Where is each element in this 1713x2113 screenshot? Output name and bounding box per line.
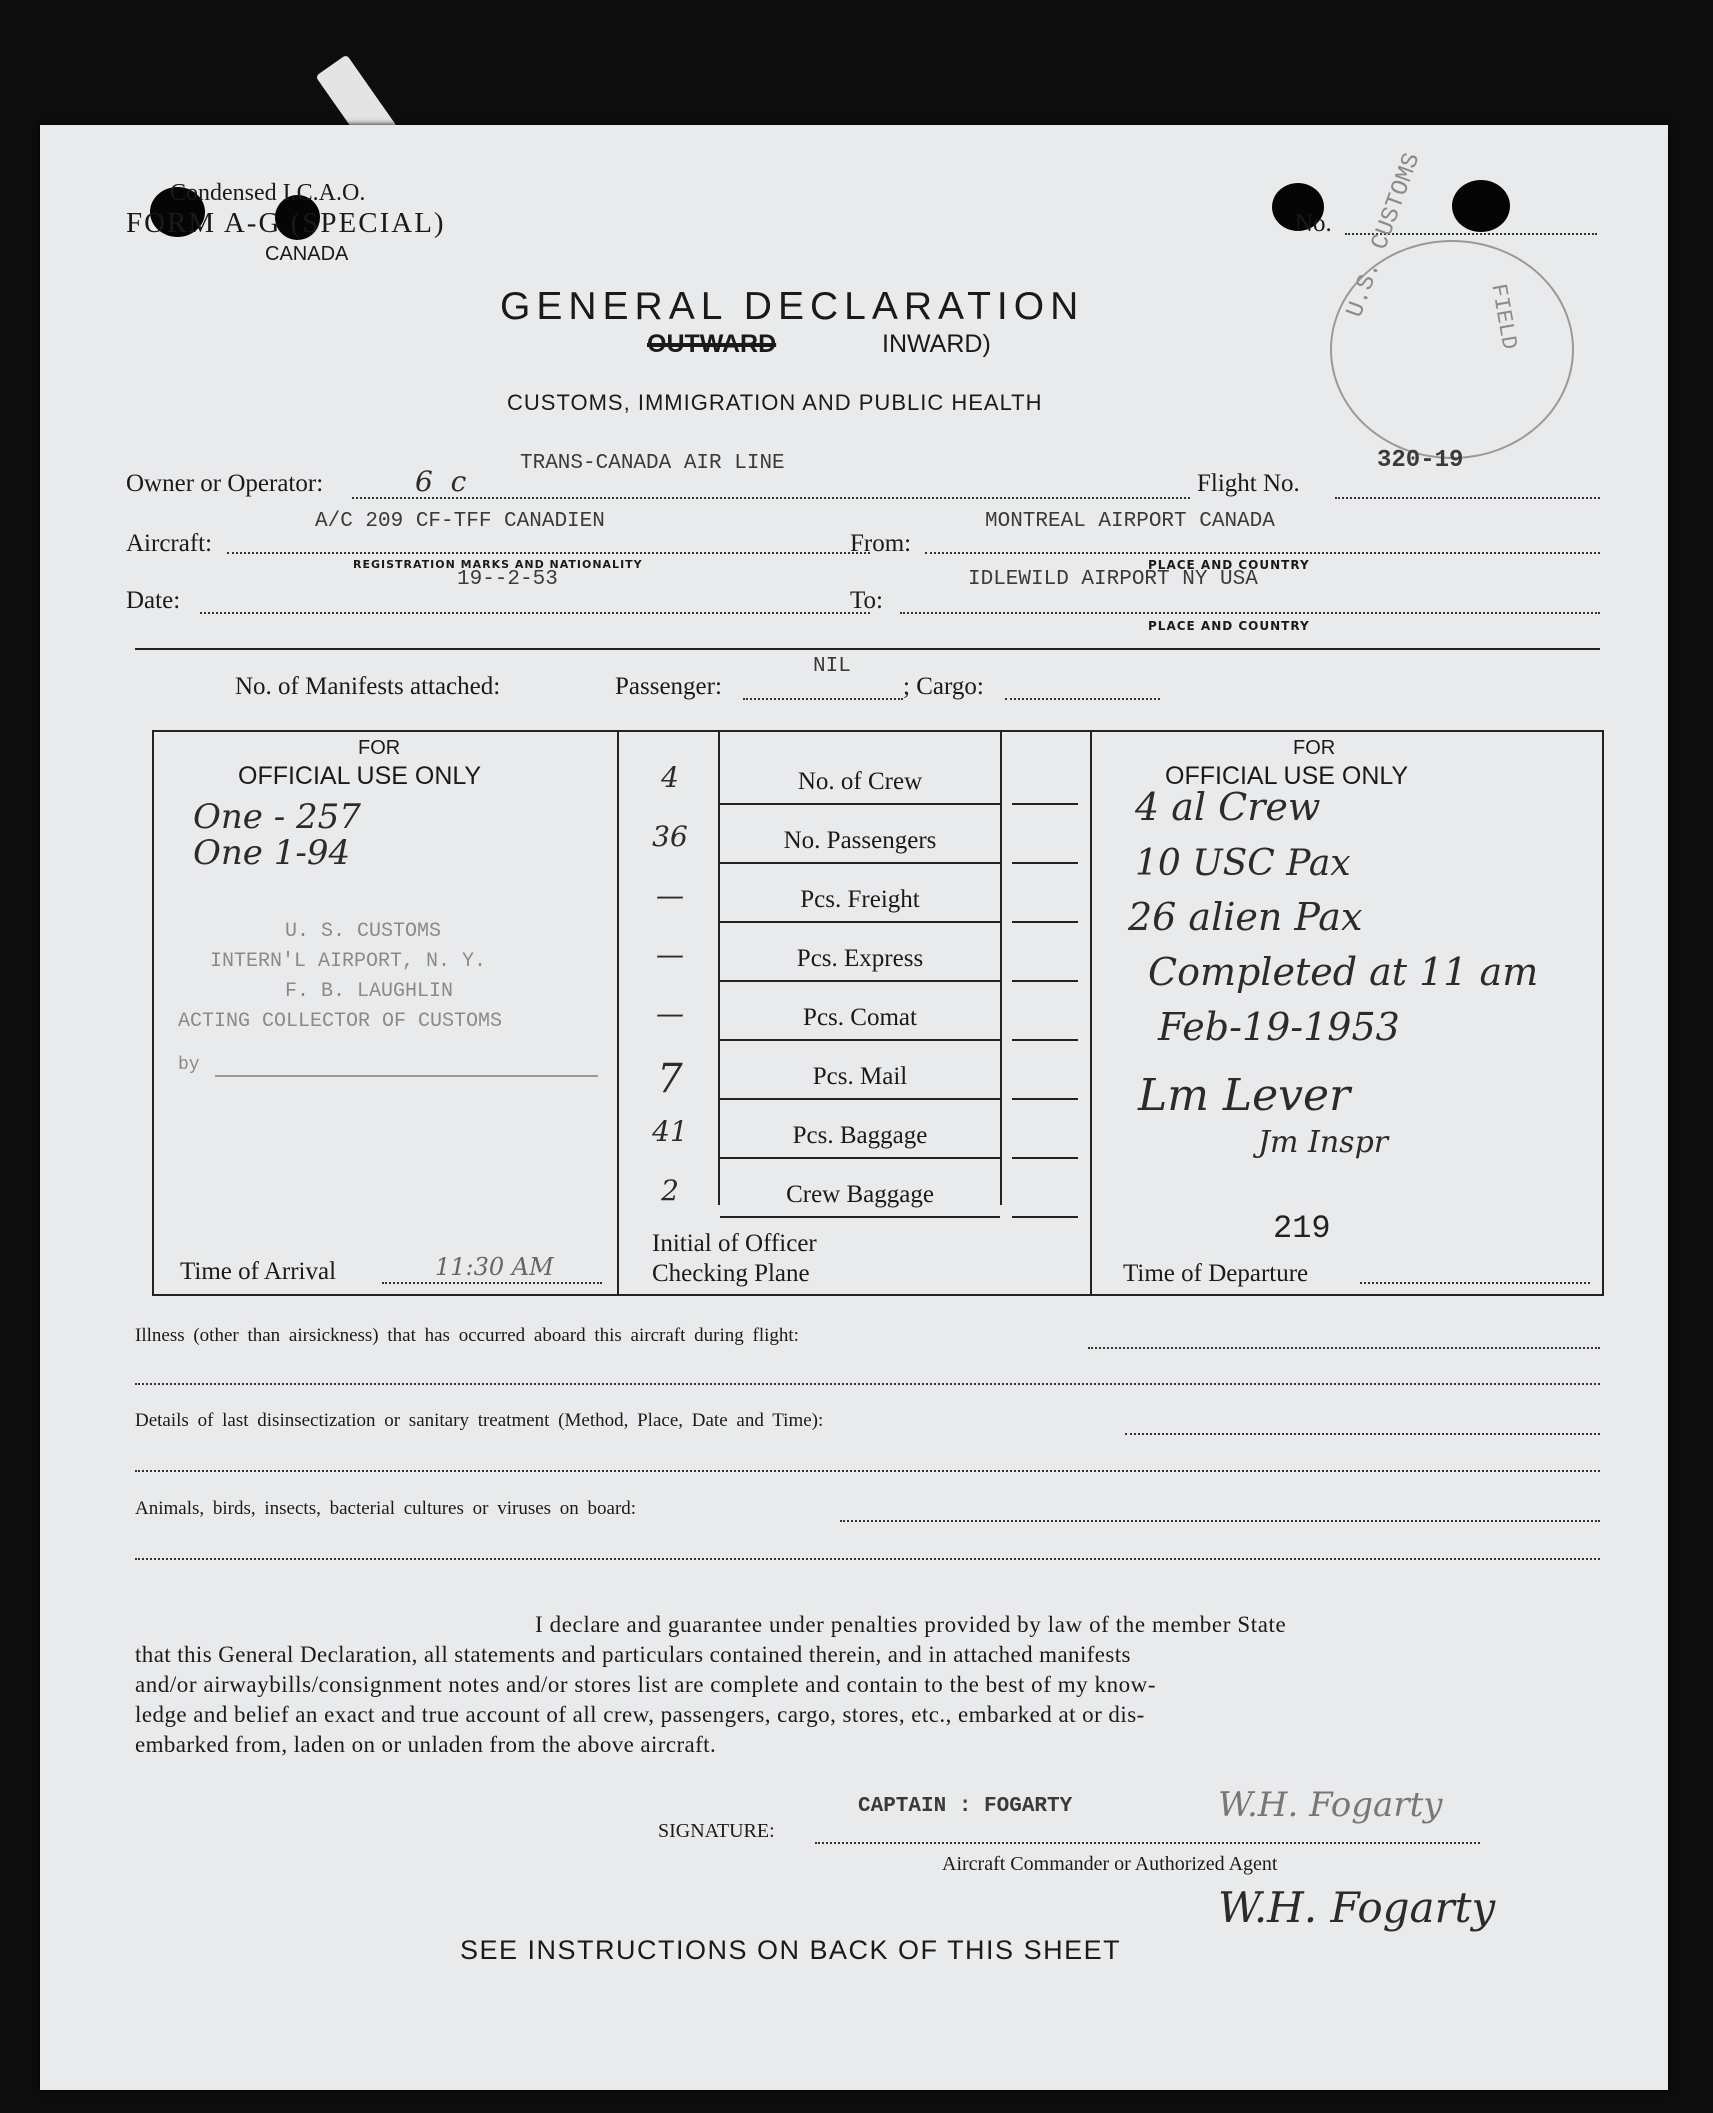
row-label: Crew Baggage xyxy=(786,1181,934,1208)
illness-line1 xyxy=(1088,1347,1600,1349)
row-count: — xyxy=(656,997,684,1030)
from-line xyxy=(925,552,1600,554)
date-line xyxy=(200,612,870,614)
title-inward: INWARD) xyxy=(882,330,991,358)
right-official-head2: OFFICIAL USE ONLY xyxy=(1165,762,1409,790)
right-official-note4: Completed at 11 am xyxy=(1148,950,1539,994)
row-check-line xyxy=(1012,1039,1078,1041)
signature-caption: Aircraft Commander or Authorized Agent xyxy=(942,1853,1278,1875)
signature-line xyxy=(815,1842,1480,1844)
manifests-passenger-value: NIL xyxy=(813,655,851,678)
row-check-line xyxy=(1012,980,1078,982)
footer-instructions: SEE INSTRUCTIONS ON BACK OF THIS SHEET xyxy=(460,1935,1122,1965)
form-header-line3: CANADA xyxy=(265,243,349,265)
disinsect-label: Details of last disinsectization or sanitary treatment (Method, Place, Date and Time): xyxy=(135,1410,824,1431)
declaration-line4: ledge and belief an exact and true account of all crew, passengers, cargo, stores, etc., embarked at or dis- xyxy=(135,1702,1145,1727)
registration-caption: REGISTRATION MARKS AND NATIONALITY xyxy=(353,558,643,571)
row-label: Pcs. Baggage xyxy=(792,1122,928,1149)
manifests-passenger-line xyxy=(743,698,903,700)
to-value: IDLEWILD AIRPORT NY USA xyxy=(968,568,1258,591)
initial-officer-label1: Initial of Officer xyxy=(652,1230,817,1257)
right-official-signature1: Lm Lever xyxy=(1138,1070,1351,1121)
declaration-line5: embarked from, laden on or unladen from the above aircraft. xyxy=(135,1732,717,1757)
row-label: Pcs. Freight xyxy=(800,886,920,913)
departure-line xyxy=(1360,1282,1590,1284)
manifests-passenger-label: Passenger: xyxy=(615,673,722,700)
manifests-label: No. of Manifests attached: xyxy=(235,673,501,700)
row-separator xyxy=(720,803,1000,805)
table-divider-4 xyxy=(1090,730,1092,1294)
signature-handwritten-2: W.H. Fogarty xyxy=(1218,1883,1496,1932)
left-official-note1: One - 257 xyxy=(193,797,361,837)
stamp-text-top: U.S. CUSTOMS xyxy=(1342,149,1427,322)
declaration-line1: I declare and guarantee under penalties provided by law of the member State xyxy=(535,1612,1287,1637)
section-divider-1 xyxy=(135,648,1600,650)
aircraft-label: Aircraft: xyxy=(126,530,213,557)
signature-label: SIGNATURE: xyxy=(658,1820,775,1842)
row-separator xyxy=(720,1157,1000,1159)
row-separator xyxy=(720,862,1000,864)
punch-hole-right2 xyxy=(1452,180,1510,232)
page-subtitle: CUSTOMS, IMMIGRATION AND PUBLIC HEALTH xyxy=(507,390,1043,415)
right-official-note5: Feb-19-1953 xyxy=(1158,1005,1400,1049)
right-official-note3: 26 alien Pax xyxy=(1128,895,1363,939)
declaration-sheet xyxy=(40,125,1668,2090)
disinsect-line1 xyxy=(1125,1433,1600,1435)
place-caption-from: PLACE AND COUNTRY xyxy=(1148,558,1310,572)
manifests-cargo-label: ; Cargo: xyxy=(903,673,984,700)
row-check-line xyxy=(1012,921,1078,923)
arrival-line xyxy=(382,1282,602,1284)
row-count: — xyxy=(656,879,684,912)
flight-line xyxy=(1335,497,1600,499)
stamp-text-side: FIELD xyxy=(1485,282,1522,352)
signature-handwritten-1: W.H. Fogarty xyxy=(1218,1785,1443,1825)
row-separator xyxy=(720,1216,1000,1218)
row-count: 2 xyxy=(661,1174,679,1207)
aircraft-line xyxy=(227,552,870,554)
title-outward-struck: OUTWARD xyxy=(647,330,777,358)
row-separator xyxy=(720,1098,1000,1100)
row-count: — xyxy=(656,938,684,971)
from-value: MONTREAL AIRPORT CANADA xyxy=(985,510,1275,533)
row-check-line xyxy=(1012,803,1078,805)
left-official-head2: OFFICIAL USE ONLY xyxy=(238,762,482,790)
left-stamp-by-line xyxy=(215,1075,598,1077)
disinsect-line2 xyxy=(135,1470,1600,1472)
date-value: 19--2-53 xyxy=(457,568,558,591)
left-stamp-line2: INTERN'L AIRPORT, N. Y. xyxy=(210,950,487,973)
row-count: 4 xyxy=(661,761,679,794)
row-separator xyxy=(720,980,1000,982)
initial-officer-label2: Checking Plane xyxy=(652,1260,810,1287)
page-title: GENERAL DECLARATION xyxy=(500,285,1085,328)
to-line xyxy=(900,612,1600,614)
right-official-signature2: Jm Inspr xyxy=(1258,1125,1389,1160)
form-number-label: No. xyxy=(1295,210,1332,237)
right-official-head1: FOR xyxy=(1293,737,1336,759)
owner-line xyxy=(352,497,1190,499)
from-label: From: xyxy=(850,530,912,557)
row-check-line xyxy=(1012,1157,1078,1159)
animals-line2 xyxy=(135,1558,1600,1560)
place-caption-to: PLACE AND COUNTRY xyxy=(1148,619,1310,633)
flight-value: 320-19 xyxy=(1377,447,1464,474)
declaration-line2: that this General Declaration, all statements and particulars contained therein, and in attached manifests xyxy=(135,1642,1131,1667)
left-stamp-line1: U. S. CUSTOMS xyxy=(285,920,442,943)
right-official-note1: 4 al Crew xyxy=(1135,785,1321,829)
arrival-value: 11:30 AM xyxy=(435,1253,554,1281)
arrival-label: Time of Arrival xyxy=(180,1258,337,1285)
flight-label: Flight No. xyxy=(1197,470,1300,497)
declaration-line3: and/or airwaybills/consignment notes and/or stores list are complete and contain to the best of my know- xyxy=(135,1672,1157,1697)
to-label: To: xyxy=(850,587,883,614)
aircraft-value: A/C 209 CF-TFF CANADIEN xyxy=(315,510,605,533)
row-label: Pcs. Mail xyxy=(812,1063,908,1090)
row-check-line xyxy=(1012,1216,1078,1218)
animals-label: Animals, birds, insects, bacterial cultures or viruses on board: xyxy=(135,1498,637,1519)
left-official-note2: One 1-94 xyxy=(193,833,351,873)
row-check-line xyxy=(1012,1098,1078,1100)
illness-line2 xyxy=(135,1383,1600,1385)
row-label: Pcs. Express xyxy=(796,945,924,972)
departure-label: Time of Departure xyxy=(1123,1260,1309,1287)
us-customs-stamp xyxy=(1330,149,1574,459)
form-header-line1: Condensed I.C.A.O. xyxy=(170,180,366,206)
row-check-line xyxy=(1012,862,1078,864)
left-stamp-line4: ACTING COLLECTOR OF CUSTOMS xyxy=(178,1010,503,1033)
right-official-note2: 10 USC Pax xyxy=(1135,843,1351,884)
row-separator xyxy=(720,1039,1000,1041)
signature-typed-name: CAPTAIN : FOGARTY xyxy=(858,1795,1073,1818)
left-stamp-line3: F. B. LAUGHLIN xyxy=(285,980,454,1003)
owner-handwriting: 6 c xyxy=(415,465,467,498)
table-divider-3 xyxy=(1000,730,1002,1205)
row-count: 7 xyxy=(657,1056,683,1102)
row-count: 41 xyxy=(652,1115,688,1148)
animals-line1 xyxy=(840,1520,1600,1522)
table-divider-1 xyxy=(617,730,619,1294)
illness-label: Illness (other than airsickness) that has occurred aboard this aircraft during flight: xyxy=(135,1325,799,1346)
form-header-line2: FORM A-G (SPECIAL) xyxy=(126,207,446,239)
departure-number: 219 xyxy=(1273,1210,1331,1247)
row-count: 36 xyxy=(652,820,688,853)
left-stamp-by: by xyxy=(178,1055,200,1075)
row-label: No. Passengers xyxy=(783,827,937,854)
owner-value: TRANS-CANADA AIR LINE xyxy=(520,452,785,475)
owner-label: Owner or Operator: xyxy=(126,470,324,497)
row-separator xyxy=(720,921,1000,923)
row-label: Pcs. Comat xyxy=(803,1004,917,1031)
left-official-head1: FOR xyxy=(358,737,401,759)
date-label: Date: xyxy=(126,587,181,614)
row-label: No. of Crew xyxy=(797,768,923,795)
manifests-cargo-line xyxy=(1005,698,1160,700)
